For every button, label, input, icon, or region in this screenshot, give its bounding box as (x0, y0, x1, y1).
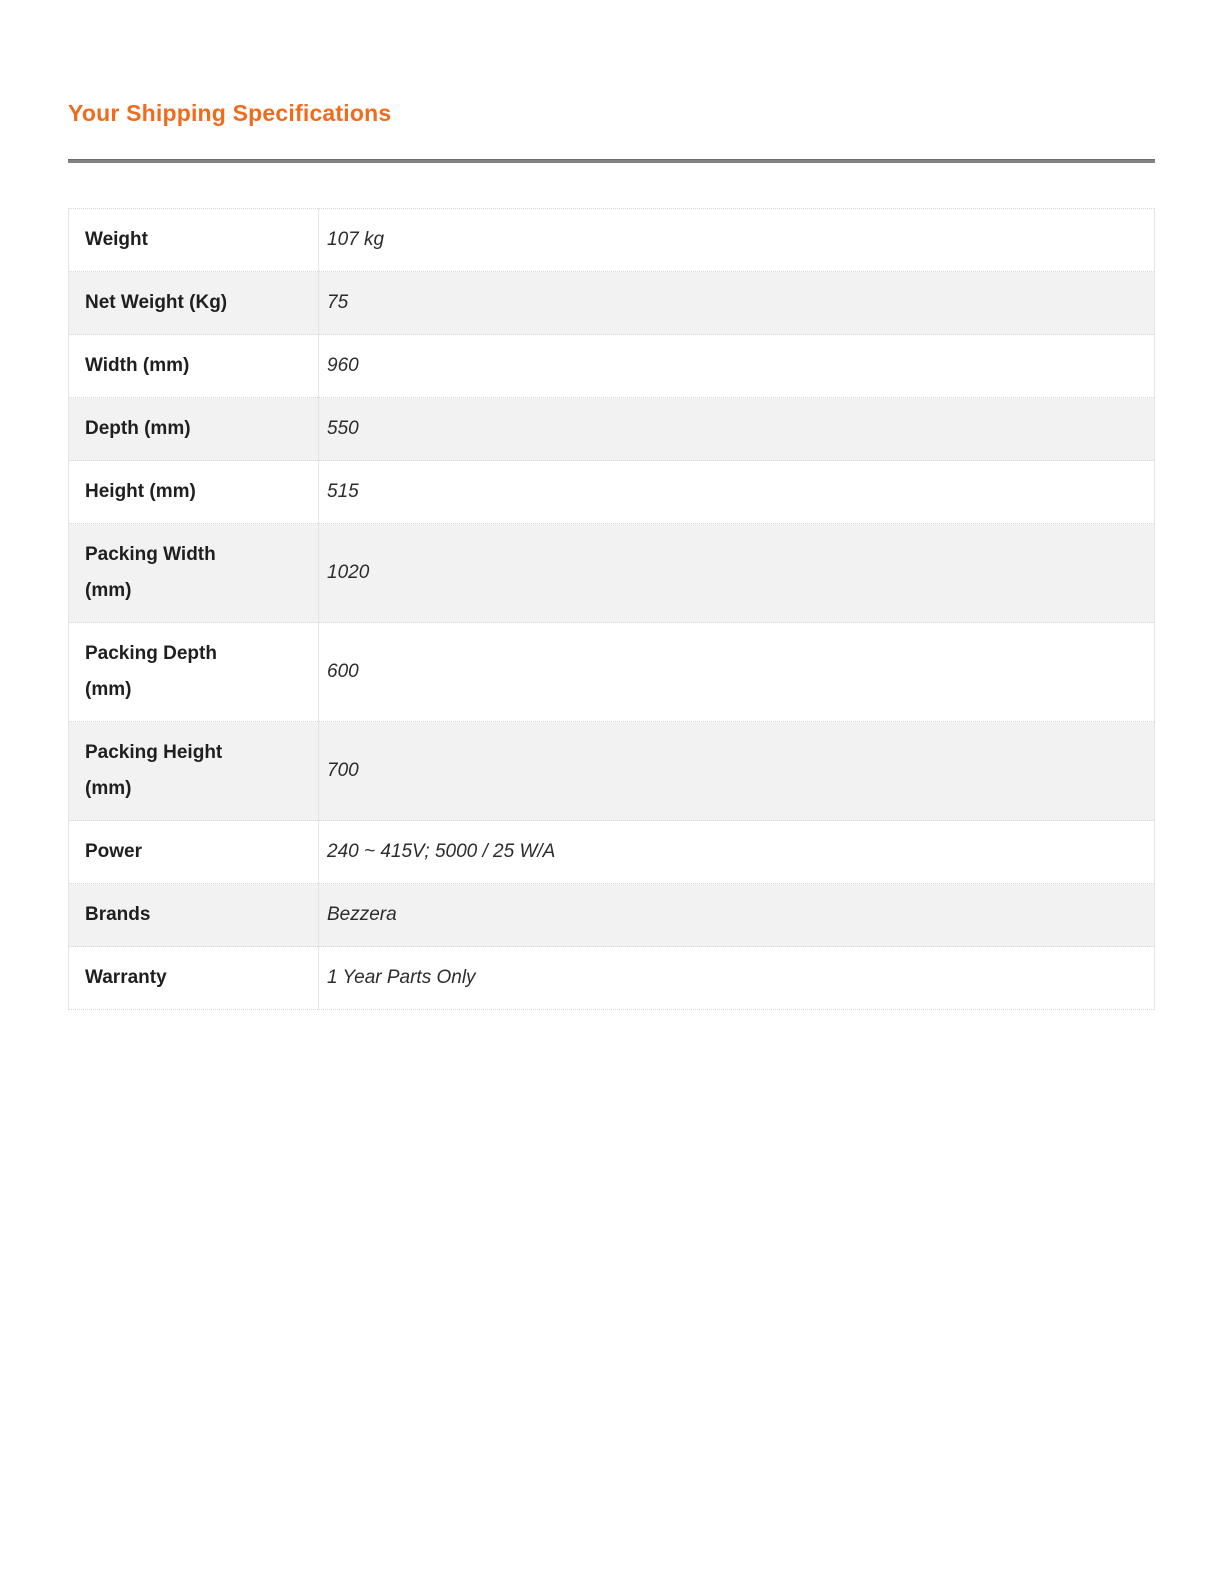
spec-value-packing-depth-mm: 600 (319, 623, 1155, 722)
spec-label-packing-width-mm: Packing Width (mm) (69, 524, 319, 623)
page-title: Your Shipping Specifications (68, 100, 392, 126)
spec-row-warranty (69, 947, 1155, 1010)
spec-label-net-weight-kg: Net Weight (Kg) (69, 272, 319, 335)
spec-row-depth-mm (69, 398, 1155, 461)
spec-label-width-mm: Width (mm) (69, 335, 319, 398)
spec-label-depth-mm: Depth (mm) (69, 398, 319, 461)
spec-value-warranty: 1 Year Parts Only (319, 947, 1155, 1010)
spec-label-warranty: Warranty (69, 947, 319, 1010)
spec-label-packing-height-mm: Packing Height (mm) (69, 722, 319, 821)
spec-row-weight (69, 209, 1155, 272)
spec-value-weight: 107 kg (319, 209, 1155, 272)
spec-label-packing-depth-mm: Packing Depth (mm) (69, 623, 319, 722)
spec-label-weight: Weight (69, 209, 319, 272)
spec-value-power: 240 ~ 415V; 5000 / 25 W/A (319, 821, 1155, 884)
spec-value-width-mm: 960 (319, 335, 1155, 398)
spec-label-height-mm: Height (mm) (69, 461, 319, 524)
spec-value-brands: Bezzera (319, 884, 1155, 947)
shipping-specifications-section (68, 99, 1155, 1010)
spec-value-packing-width-mm: 1020 (319, 524, 1155, 623)
spec-row-brands (69, 884, 1155, 947)
spec-label-power: Power (69, 821, 319, 884)
spec-row-power (69, 821, 1155, 884)
spec-row-net-weight-kg (69, 272, 1155, 335)
spec-value-depth-mm: 550 (319, 398, 1155, 461)
spec-value-net-weight-kg: 75 (319, 272, 1155, 335)
spec-row-packing-depth-mm (69, 623, 1155, 722)
section-divider (68, 159, 1155, 163)
spec-row-width-mm (69, 335, 1155, 398)
spec-label-brands: Brands (69, 884, 319, 947)
spec-row-packing-width-mm (69, 524, 1155, 623)
spec-table-body (69, 209, 1155, 1010)
spec-row-packing-height-mm (69, 722, 1155, 821)
spec-row-height-mm (69, 461, 1155, 524)
shipping-specifications-table (68, 208, 1155, 1010)
spec-value-packing-height-mm: 700 (319, 722, 1155, 821)
spec-value-height-mm: 515 (319, 461, 1155, 524)
